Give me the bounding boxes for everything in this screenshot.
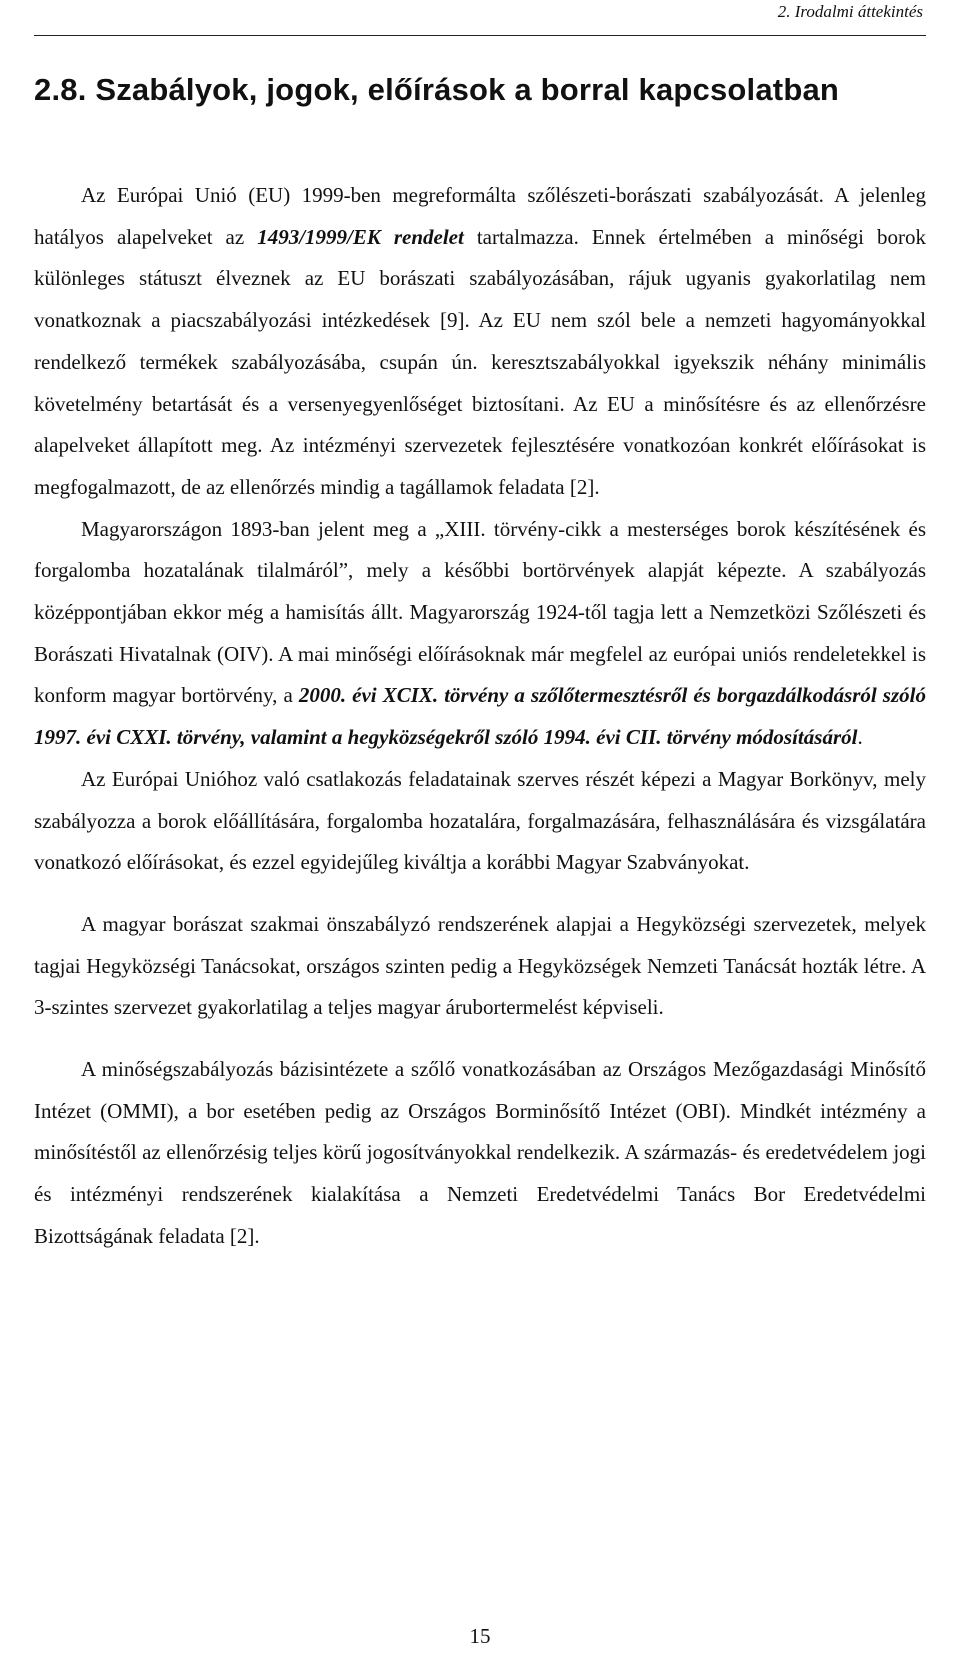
page-number: 15 <box>469 1624 491 1648</box>
paragraph-text: . <box>857 725 863 750</box>
paragraph-quality-institutes: A minőségszabályozás bázisintézete a szőlő vonatkozásában az Országos Mezőgazdasági Minősítő Intézet (OMMI), a bor esetében pedig az Országos Borminősítő Intézet (OBI). Mindkét intézmény a minősítéstől az ellenőrzésig teljes körű jogosítványokkal rendelkezik. A származás- és eredetvédelem jogi és intézményi rendszerének kialakítása a Nemzeti Eredetvédelmi Tanács Bor Eredetvédelmi Bizottságának feladata [2]. <box>34 1057 926 1248</box>
paragraph-text: Magyarországon 1893-ban jelent meg a „XIII. törvény-cikk a mesterséges borok készítésének és forgalomba hozatalának tilalmáról”, mely a későbbi bortörvények alapját képezte. A szabályozás középpontjában ekkor még a hamisítás állt. Magyarország 1924-től tagja lett a Nemzetközi Szőlészeti és Borászati Hivatalnak (OIV). A mai minőségi előírásoknak már megfelel az európai uniós rendeletekkel is konform magyar bortörvény, a <box>34 516 926 708</box>
header-rule <box>34 35 926 36</box>
law-reference: 2000. évi XCIX. törvény a szőlőtermesztésről és borgazdálkodásról szóló 1997. évi CXXI. törvény, valamint a hegyközségekről szóló 1994. évi CII. törvény módosításáról <box>34 683 926 750</box>
running-header: 2. Irodalmi áttekintés <box>777 2 923 21</box>
paragraph-text: tartalmazza. Ennek értelmében a minőségi borok különleges státuszt élveznek az EU borászati szabályozásában, rájuk ugyanis gyakorlatilag nem vonatkoznak a piacszabályozási intézkedések [9]. Az EU nem szól bele a nemzeti hagyományokkal rendelkező termékek szabályozásába, csupán ún. keresztszabályokkal igyekszik néhány minimális követelmény betartását és a versenyegyenlőséget biztosítani. Az EU a minősítésre és az ellenőrzésre alapelveket állapított meg. Az intézményi szervezetek fejlesztésére vonatkozóan konkrét előírásokat is megfogalmazott, de az ellenőrzés mindig a tagállamok feladata [2]. <box>34 224 926 499</box>
paragraph-borkonyv: Az Európai Unióhoz való csatlakozás feladatainak szerves részét képezi a Magyar Borkönyv, mely szabályozza a borok előállítására, forgalomba hozatalára, forgalmazására, felhasználására és vizsgálatára vonatkozó előírásokat, és ezzel egyidejűleg kiváltja a korábbi Magyar Szabványokat. <box>34 766 926 875</box>
paragraph-eu-regulation <box>34 175 926 509</box>
body-text <box>34 175 926 1258</box>
section-title: 2.8. Szabályok, jogok, előírások a borral kapcsolatban <box>34 72 840 107</box>
regulation-reference: 1493/1999/EK rendelet <box>257 224 464 249</box>
paragraph-hungarian-law <box>34 509 926 759</box>
paragraph-hegykozseg: A magyar borászat szakmai önszabályzó rendszerének alapjai a Hegyközségi szervezetek, melyek tagjai Hegyközségi Tanácsokat, országos szinten pedig a Hegyközségek Nemzeti Tanácsát hozták létre. A 3-szintes szervezet gyakorlatilag a teljes magyar árubortermelést képviseli. <box>34 911 926 1020</box>
paragraph-text: Az Európai Unió (EU) 1999-ben megreformálta szőlészeti-borászati szabályozását. A jelenleg hatályos alapelveket az <box>34 183 926 249</box>
